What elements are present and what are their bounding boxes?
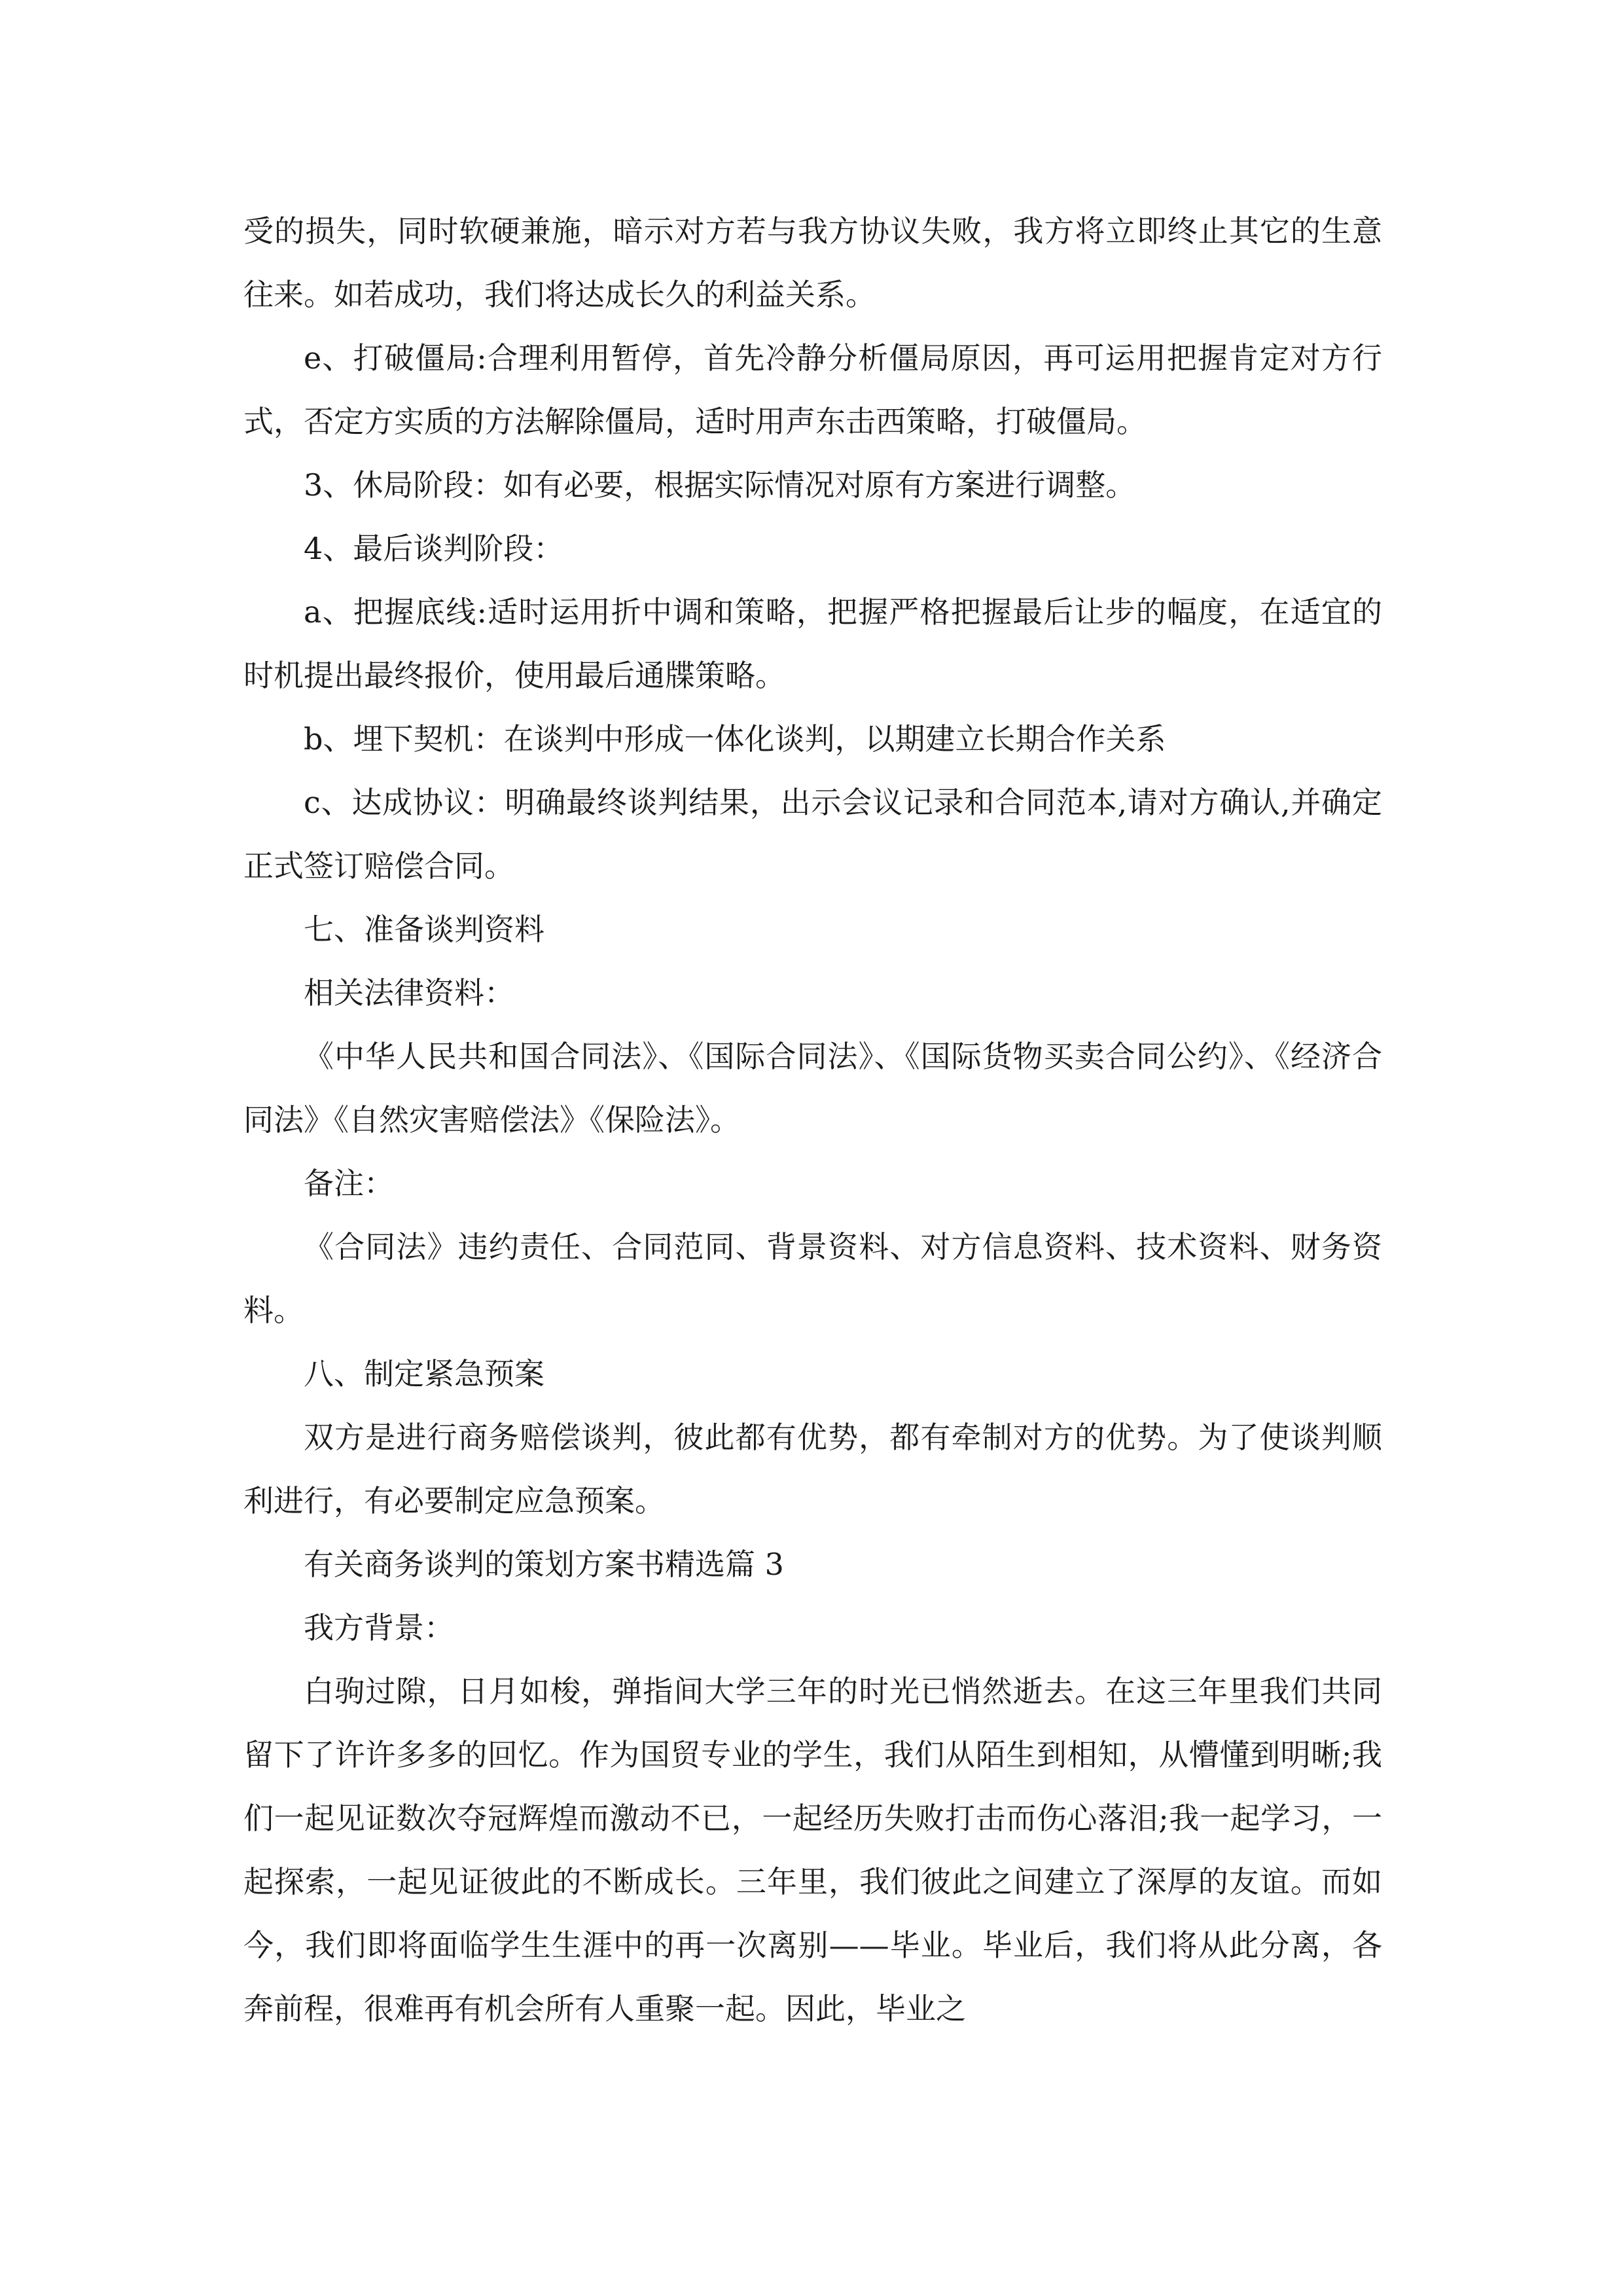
paragraph-10: 《中华人民共和国合同法》、《国际合同法》、《国际货物买卖合同公约》、《经济合同法》《自然灾害赔偿法》《保险法》。 [243, 1039, 1382, 1138]
paragraph-9: 相关法律资料： [304, 975, 514, 1011]
paragraph-2: e、打破僵局:合理利用暂停，首先冷静分析僵局原因，再可运用把握肯定对方行式，否定方实质的方法解除僵局，适时用声东击西策略，打破僵局。 [243, 340, 1382, 439]
article-title-3: 有关商务谈判的策划方案书精选篇 3 [304, 1547, 784, 1582]
paragraph-3: 3、休局阶段：如有必要，根据实际情况对原有方案进行调整。 [304, 467, 1136, 503]
paragraph-14: 双方是进行商务赔偿谈判，彼此都有优势，都有牵制对方的优势。为了使谈判顺利进行，有必要制定应急预案。 [243, 1420, 1382, 1518]
section-heading-8: 八、制定紧急预案 [304, 1356, 544, 1391]
paragraph-4: 4、最后谈判阶段： [304, 531, 564, 566]
paragraph-16: 我方背景： [304, 1610, 454, 1645]
paragraph-1: 受的损失，同时软硬兼施，暗示对方若与我方协议失败，我方将立即终止其它的生意往来。如若成功，我们将达成长久的利益关系。 [243, 213, 1382, 312]
paragraph-17: 白驹过隙，日月如梭，弹指间大学三年的时光已悄然逝去。在这三年里我们共同留下了许许多多的回忆。作为国贸专业的学生，我们从陌生到相知，从懵懂到明晰;我们一起见证数次夺冠辉煌而激动不已，一起经历失败打击而伤心落泪;我一起学习，一起探索，一起见证彼此的不断成长。三年里，我们彼此之间建立了深厚的友谊。而如今，我们即将面临学生生涯中的再一次离别——毕业。毕业后，我们将从此分离，各奔前程，很难再有机会所有人重聚一起。因此，毕业之 [243, 1674, 1382, 2026]
paragraph-7: c、达成协议：明确最终谈判结果，出示会议记录和合同范本,请对方确认,并确定正式签订赔偿合同。 [243, 785, 1382, 884]
paragraph-12: 《合同法》违约责任、合同范同、背景资料、对方信息资料、技术资料、财务资料。 [243, 1229, 1382, 1328]
paragraph-5: a、把握底线:适时运用折中调和策略，把握严格把握最后让步的幅度，在适宜的时机提出最终报价，使用最后通牒策略。 [243, 594, 1382, 693]
paragraph-11: 备注： [304, 1166, 394, 1201]
section-heading-7: 七、准备谈判资料 [304, 912, 544, 947]
paragraph-6: b、埋下契机：在谈判中形成一体化谈判，以期建立长期合作关系 [304, 721, 1166, 757]
document-body [243, 200, 1382, 2041]
